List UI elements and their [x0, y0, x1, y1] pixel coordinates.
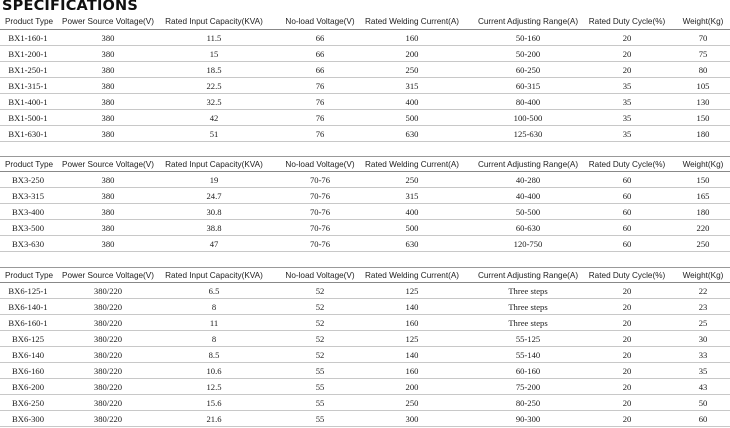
header-rated-duty-cycle: Rated Duty Cycle(%)	[588, 160, 666, 169]
cell-rated-duty-cycle: 20	[622, 286, 632, 296]
cell-power-source-voltage: 380	[101, 223, 115, 233]
cell-product-type: BX6-300	[12, 414, 44, 424]
cell-rated-input-capacity: 30.8	[206, 207, 222, 217]
cell-weight: 43	[698, 382, 708, 392]
cell-no-load-voltage: 70-76	[309, 175, 331, 185]
cell-current-adjusting-range: 55-125	[515, 334, 541, 344]
table-row	[0, 30, 730, 46]
cell-rated-welding-current: 400	[405, 97, 419, 107]
cell-product-type: BX6-125-1	[8, 286, 48, 296]
header-product-type: Product Type	[4, 160, 54, 169]
cell-rated-duty-cycle: 60	[622, 175, 632, 185]
cell-weight: 220	[696, 223, 710, 233]
cell-power-source-voltage: 380/220	[93, 398, 123, 408]
cell-rated-duty-cycle: 20	[622, 350, 632, 360]
cell-weight: 23	[698, 302, 708, 312]
cell-current-adjusting-range: 50-500	[515, 207, 541, 217]
cell-rated-input-capacity: 22.5	[206, 81, 222, 91]
cell-rated-welding-current: 630	[405, 129, 419, 139]
cell-current-adjusting-range: Three steps	[508, 318, 548, 328]
cell-current-adjusting-range: 50-200	[515, 49, 541, 59]
header-power-source-voltage: Power Source Voltage(V)	[62, 17, 154, 26]
cell-product-type: BX1-250-1	[8, 65, 48, 75]
table-header-row	[0, 14, 730, 30]
cell-product-type: BX6-140	[12, 350, 44, 360]
cell-rated-input-capacity: 24.7	[206, 191, 222, 201]
cell-no-load-voltage: 55	[315, 414, 325, 424]
cell-rated-input-capacity: 32.5	[206, 97, 222, 107]
cell-weight: 70	[698, 33, 708, 43]
cell-weight: 180	[696, 129, 710, 139]
cell-power-source-voltage: 380/220	[93, 302, 123, 312]
header-current-adjusting-range: Current Adjusting Range(A)	[477, 271, 579, 280]
cell-no-load-voltage: 66	[315, 49, 325, 59]
cell-current-adjusting-range: 80-400	[515, 97, 541, 107]
cell-rated-welding-current: 160	[405, 318, 419, 328]
cell-power-source-voltage: 380	[101, 49, 115, 59]
cell-rated-welding-current: 250	[405, 175, 419, 185]
cell-rated-input-capacity: 47	[209, 239, 219, 249]
cell-weight: 150	[696, 113, 710, 123]
cell-rated-duty-cycle: 20	[622, 49, 632, 59]
cell-rated-input-capacity: 11.5	[206, 33, 222, 43]
cell-rated-duty-cycle: 35	[622, 97, 632, 107]
header-weight: Weight(Kg)	[682, 17, 724, 26]
cell-weight: 150	[696, 175, 710, 185]
cell-rated-duty-cycle: 20	[622, 398, 632, 408]
cell-product-type: BX6-200	[12, 382, 44, 392]
cell-rated-duty-cycle: 20	[622, 318, 632, 328]
cell-no-load-voltage: 66	[315, 33, 325, 43]
cell-rated-duty-cycle: 20	[622, 366, 632, 376]
table-row	[0, 94, 730, 110]
cell-weight: 250	[696, 239, 710, 249]
cell-rated-welding-current: 250	[405, 398, 419, 408]
table-row	[0, 220, 730, 236]
header-rated-input-capacity: Rated Input Capacity(KVA)	[165, 160, 263, 169]
table-row	[0, 172, 730, 188]
cell-weight: 50	[698, 398, 708, 408]
cell-no-load-voltage: 66	[315, 65, 325, 75]
cell-rated-duty-cycle: 20	[622, 33, 632, 43]
cell-product-type: BX1-630-1	[8, 129, 48, 139]
cell-no-load-voltage: 52	[315, 286, 325, 296]
cell-rated-welding-current: 125	[405, 286, 419, 296]
header-no-load-voltage: No-load Voltage(V)	[285, 271, 355, 280]
table-row	[0, 46, 730, 62]
cell-power-source-voltage: 380	[101, 129, 115, 139]
table-row	[0, 126, 730, 142]
header-rated-welding-current: Rated Welding Current(A)	[364, 271, 460, 280]
cell-product-type: BX6-125	[12, 334, 44, 344]
header-power-source-voltage: Power Source Voltage(V)	[62, 271, 154, 280]
cell-rated-welding-current: 500	[405, 113, 419, 123]
cell-current-adjusting-range: 90-300	[515, 414, 541, 424]
cell-rated-input-capacity: 8	[211, 334, 217, 344]
cell-product-type: BX3-630	[12, 239, 44, 249]
cell-rated-duty-cycle: 20	[622, 65, 632, 75]
cell-rated-input-capacity: 19	[209, 175, 219, 185]
cell-rated-welding-current: 200	[405, 49, 419, 59]
cell-no-load-voltage: 52	[315, 302, 325, 312]
cell-power-source-voltage: 380/220	[93, 350, 123, 360]
cell-no-load-voltage: 70-76	[309, 207, 331, 217]
table-row	[0, 379, 730, 395]
cell-no-load-voltage: 76	[315, 97, 325, 107]
cell-weight: 33	[698, 350, 708, 360]
page-title: SPECIFICATIONS	[2, 0, 139, 14]
cell-current-adjusting-range: 60-630	[515, 223, 541, 233]
cell-weight: 22	[698, 286, 708, 296]
cell-product-type: BX6-250	[12, 398, 44, 408]
cell-weight: 180	[696, 207, 710, 217]
table-row	[0, 110, 730, 126]
header-rated-input-capacity: Rated Input Capacity(KVA)	[165, 271, 263, 280]
cell-power-source-voltage: 380	[101, 191, 115, 201]
cell-rated-duty-cycle: 20	[622, 302, 632, 312]
cell-rated-welding-current: 140	[405, 302, 419, 312]
cell-rated-duty-cycle: 60	[622, 191, 632, 201]
header-power-source-voltage: Power Source Voltage(V)	[62, 160, 154, 169]
cell-rated-welding-current: 200	[405, 382, 419, 392]
cell-product-type: BX1-400-1	[8, 97, 48, 107]
cell-no-load-voltage: 52	[315, 334, 325, 344]
cell-product-type: BX3-400	[12, 207, 44, 217]
cell-rated-welding-current: 125	[405, 334, 419, 344]
cell-no-load-voltage: 76	[315, 81, 325, 91]
header-no-load-voltage: No-load Voltage(V)	[285, 17, 355, 26]
header-rated-input-capacity: Rated Input Capacity(KVA)	[165, 17, 263, 26]
table-header-row	[0, 267, 730, 283]
table-header-row	[0, 156, 730, 172]
cell-product-type: BX6-160	[12, 366, 44, 376]
cell-power-source-voltage: 380	[101, 207, 115, 217]
cell-rated-welding-current: 315	[405, 81, 419, 91]
cell-no-load-voltage: 76	[315, 113, 325, 123]
cell-power-source-voltage: 380/220	[93, 414, 123, 424]
cell-rated-input-capacity: 21.6	[206, 414, 222, 424]
cell-current-adjusting-range: Three steps	[508, 286, 548, 296]
cell-rated-welding-current: 140	[405, 350, 419, 360]
cell-rated-input-capacity: 18.5	[206, 65, 222, 75]
cell-product-type: BX6-140-1	[8, 302, 48, 312]
table-row	[0, 395, 730, 411]
header-rated-duty-cycle: Rated Duty Cycle(%)	[588, 271, 666, 280]
cell-power-source-voltage: 380	[101, 113, 115, 123]
header-weight: Weight(Kg)	[682, 160, 724, 169]
cell-product-type: BX3-500	[12, 223, 44, 233]
cell-current-adjusting-range: 60-160	[515, 366, 541, 376]
cell-rated-welding-current: 250	[405, 65, 419, 75]
cell-no-load-voltage: 70-76	[309, 191, 331, 201]
cell-rated-welding-current: 315	[405, 191, 419, 201]
cell-weight: 60	[698, 414, 708, 424]
cell-rated-duty-cycle: 35	[622, 81, 632, 91]
cell-weight: 25	[698, 318, 708, 328]
cell-no-load-voltage: 52	[315, 350, 325, 360]
cell-rated-input-capacity: 12.5	[206, 382, 222, 392]
table-row	[0, 283, 730, 299]
cell-power-source-voltage: 380	[101, 239, 115, 249]
header-rated-duty-cycle: Rated Duty Cycle(%)	[588, 17, 666, 26]
header-current-adjusting-range: Current Adjusting Range(A)	[477, 17, 579, 26]
cell-power-source-voltage: 380/220	[93, 334, 123, 344]
cell-no-load-voltage: 52	[315, 318, 325, 328]
cell-rated-welding-current: 300	[405, 414, 419, 424]
table-row	[0, 363, 730, 379]
header-product-type: Product Type	[4, 17, 54, 26]
cell-rated-input-capacity: 38.8	[206, 223, 222, 233]
table-row	[0, 411, 730, 427]
cell-rated-input-capacity: 6.5	[208, 286, 220, 296]
cell-no-load-voltage: 76	[315, 129, 325, 139]
cell-rated-input-capacity: 8.5	[208, 350, 220, 360]
cell-current-adjusting-range: 100-500	[513, 113, 543, 123]
cell-rated-welding-current: 400	[405, 207, 419, 217]
cell-no-load-voltage: 55	[315, 382, 325, 392]
cell-weight: 30	[698, 334, 708, 344]
spec-table-bx3	[0, 156, 730, 252]
cell-no-load-voltage: 55	[315, 366, 325, 376]
cell-power-source-voltage: 380	[101, 81, 115, 91]
cell-current-adjusting-range: 60-315	[515, 81, 541, 91]
cell-current-adjusting-range: 55-140	[515, 350, 541, 360]
cell-rated-input-capacity: 42	[209, 113, 219, 123]
table-row	[0, 188, 730, 204]
table-row	[0, 331, 730, 347]
table-row	[0, 62, 730, 78]
cell-product-type: BX1-160-1	[8, 33, 48, 43]
cell-power-source-voltage: 380/220	[93, 286, 123, 296]
cell-no-load-voltage: 70-76	[309, 239, 331, 249]
cell-rated-duty-cycle: 20	[622, 414, 632, 424]
cell-rated-input-capacity: 10.6	[206, 366, 222, 376]
cell-weight: 130	[696, 97, 710, 107]
header-product-type: Product Type	[4, 271, 54, 280]
table-row	[0, 347, 730, 363]
cell-product-type: BX6-160-1	[8, 318, 48, 328]
cell-rated-duty-cycle: 35	[622, 129, 632, 139]
cell-rated-duty-cycle: 60	[622, 239, 632, 249]
cell-rated-welding-current: 160	[405, 33, 419, 43]
table-row	[0, 299, 730, 315]
cell-weight: 105	[696, 81, 710, 91]
cell-rated-input-capacity: 51	[209, 129, 219, 139]
cell-product-type: BX1-315-1	[8, 81, 48, 91]
cell-rated-duty-cycle: 20	[622, 382, 632, 392]
table-row	[0, 315, 730, 331]
cell-current-adjusting-range: 40-400	[515, 191, 541, 201]
header-weight: Weight(Kg)	[682, 271, 724, 280]
cell-no-load-voltage: 55	[315, 398, 325, 408]
cell-rated-welding-current: 630	[405, 239, 419, 249]
cell-product-type: BX3-250	[12, 175, 44, 185]
cell-weight: 80	[698, 65, 708, 75]
cell-weight: 165	[696, 191, 710, 201]
cell-rated-input-capacity: 15	[209, 49, 219, 59]
cell-product-type: BX1-200-1	[8, 49, 48, 59]
cell-power-source-voltage: 380/220	[93, 318, 123, 328]
cell-power-source-voltage: 380/220	[93, 366, 123, 376]
cell-power-source-voltage: 380	[101, 175, 115, 185]
cell-rated-welding-current: 500	[405, 223, 419, 233]
cell-current-adjusting-range: 40-280	[515, 175, 541, 185]
cell-power-source-voltage: 380	[101, 65, 115, 75]
cell-weight: 35	[698, 366, 708, 376]
cell-power-source-voltage: 380	[101, 97, 115, 107]
cell-current-adjusting-range: Three steps	[508, 302, 548, 312]
header-no-load-voltage: No-load Voltage(V)	[285, 160, 355, 169]
cell-product-type: BX1-500-1	[8, 113, 48, 123]
cell-rated-welding-current: 160	[405, 366, 419, 376]
cell-rated-duty-cycle: 20	[622, 334, 632, 344]
spec-table-bx6	[0, 267, 730, 427]
cell-rated-duty-cycle: 60	[622, 223, 632, 233]
table-row	[0, 204, 730, 220]
table-row	[0, 236, 730, 252]
spec-table-bx1	[0, 14, 730, 142]
cell-power-source-voltage: 380	[101, 33, 115, 43]
table-row	[0, 78, 730, 94]
header-rated-welding-current: Rated Welding Current(A)	[364, 160, 460, 169]
cell-current-adjusting-range: 60-250	[515, 65, 541, 75]
cell-power-source-voltage: 380/220	[93, 382, 123, 392]
cell-current-adjusting-range: 125-630	[513, 129, 543, 139]
cell-no-load-voltage: 70-76	[309, 223, 331, 233]
header-current-adjusting-range: Current Adjusting Range(A)	[477, 160, 579, 169]
cell-product-type: BX3-315	[12, 191, 44, 201]
cell-rated-input-capacity: 8	[211, 302, 217, 312]
cell-rated-duty-cycle: 35	[622, 113, 632, 123]
header-rated-welding-current: Rated Welding Current(A)	[364, 17, 460, 26]
cell-rated-duty-cycle: 60	[622, 207, 632, 217]
cell-rated-input-capacity: 15.6	[206, 398, 222, 408]
cell-current-adjusting-range: 50-160	[515, 33, 541, 43]
cell-current-adjusting-range: 120-750	[513, 239, 543, 249]
cell-rated-input-capacity: 11	[209, 318, 219, 328]
cell-current-adjusting-range: 75-200	[515, 382, 541, 392]
cell-current-adjusting-range: 80-250	[515, 398, 541, 408]
cell-weight: 75	[698, 49, 708, 59]
